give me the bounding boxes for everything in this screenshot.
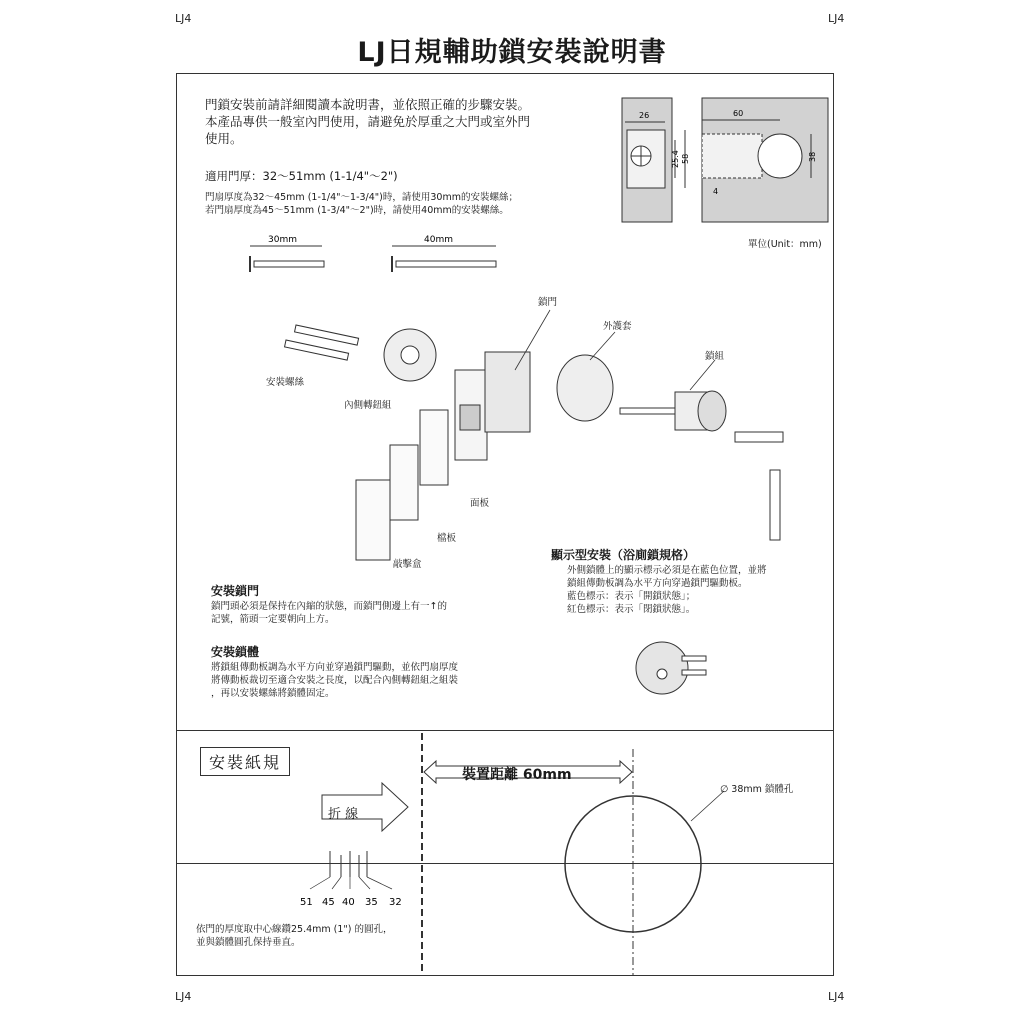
- dim-58: 58: [681, 153, 690, 164]
- template-note: [196, 923, 393, 949]
- door-thickness-notes: [205, 191, 518, 217]
- template-note-line-1: 依門的厚度取中心線鑽25.4mm (1") 的圓孔，: [196, 924, 393, 935]
- face-plate: [420, 410, 448, 485]
- screw-40-label: 40mm: [424, 235, 453, 245]
- install-latch-line-2: 記號，箭頭一定要朝向上方。: [211, 614, 335, 625]
- indicator-line-2: 鎖組傳動板調為水平方向穿過鎖門驅動板。: [567, 578, 748, 589]
- page-code-bottom-right: LJ4: [828, 990, 845, 1003]
- indicator-window: [657, 669, 667, 679]
- key-2: [770, 470, 780, 540]
- thickness-35: 35: [365, 897, 378, 908]
- screw-30-label: 30mm: [268, 235, 297, 245]
- screw-length-diagram: [236, 232, 516, 282]
- intro-line-1: 門鎖安裝前請詳細閱讀本說明書，並依照正確的步驟安裝。: [205, 97, 531, 112]
- strike-box: [356, 480, 390, 560]
- indicator-post-1: [682, 656, 706, 661]
- door-thickness-heading: 適用門厚：32～51mm (1-1/4"～2"): [205, 169, 398, 183]
- latch-body: [485, 352, 530, 432]
- label-face-plate: 面板: [470, 498, 490, 509]
- leader-45: [332, 877, 341, 889]
- thickness-32: 32: [389, 897, 402, 908]
- page-code-top-right: LJ4: [828, 12, 845, 25]
- exploded-lock-diagram: [260, 300, 820, 570]
- dim-60: 60: [733, 109, 744, 118]
- cylinder-face: [698, 391, 726, 431]
- outer-sleeve: [557, 355, 613, 421]
- key-1: [735, 432, 783, 442]
- thickness-40: 40: [342, 897, 355, 908]
- latch-leader: [515, 310, 550, 370]
- inner-knob-thumbturn: [401, 346, 419, 364]
- thickness-45: 45: [322, 897, 335, 908]
- install-latch-text: [211, 600, 447, 626]
- dim-38: 38: [808, 151, 817, 162]
- indicator-line-1: 外側鎖體上的顯示標示必須是在藍色位置，並將: [567, 565, 767, 576]
- label-inner-knob: 內側轉鈕組: [344, 400, 392, 411]
- leader-35: [359, 877, 370, 889]
- hole-leader: [691, 791, 724, 821]
- install-body-line-1: 將鎖組傳動板調為水平方向並穿過鎖門驅動，並依門扇厚度: [211, 662, 459, 673]
- indicator-knob: [636, 642, 688, 694]
- bore-hole-label: ∅ 38mm 鎖體孔: [720, 784, 794, 795]
- template-heading: 安裝紙規: [200, 747, 290, 776]
- indicator-heading: 顯示型安裝（浴廁鎖規格）: [551, 548, 696, 562]
- mounting-screw-1: [295, 325, 359, 345]
- page-code-top-left: LJ4: [175, 12, 192, 25]
- intro-line-2: 本產品專供一般室內門使用，請避免於厚重之大門或室外門: [205, 114, 531, 129]
- fold-label: 折 線: [328, 807, 359, 822]
- sleeve-leader: [590, 332, 615, 360]
- door-thickness-line-2: 若門扇厚度為45～51mm (1-3/4"～2")時，請使用40mm的安裝螺絲。: [205, 205, 509, 216]
- install-body-text: [211, 661, 458, 700]
- install-latch-heading: 安裝鎖門: [211, 584, 260, 598]
- label-outer-sleeve: 外護套: [603, 321, 632, 332]
- indicator-notes: [567, 564, 767, 616]
- label-screws: 安裝螺絲: [266, 377, 305, 388]
- dimension-diagram: [615, 90, 835, 230]
- intro-line-3: 使用。: [205, 131, 243, 146]
- template-note-line-2: 並與鎖體圓孔保持垂直。: [196, 937, 301, 948]
- install-body-heading: 安裝鎖體: [211, 645, 260, 659]
- screw-30: [254, 261, 324, 267]
- label-strike-box: 敲擊盒: [393, 559, 422, 570]
- label-latch: 鎖門: [538, 297, 558, 308]
- indicator-post-2: [682, 670, 706, 675]
- install-body-line-3: ，再以安裝螺絲將鎖體固定。: [211, 688, 335, 699]
- dim-4: 4: [713, 187, 719, 196]
- dim-25-4: 25.4: [671, 150, 680, 168]
- mounting-screw-2: [285, 340, 349, 360]
- label-lock-set: 鎖組: [705, 351, 725, 362]
- install-body-line-2: 將傳動板裁切至適合安裝之長度，以配合內側轉鈕組之組裝: [211, 675, 459, 686]
- strike-plate: [390, 445, 418, 520]
- latch-bolt: [460, 405, 480, 430]
- intro-text: [205, 96, 625, 147]
- door-thickness-line-1: 門扇厚度為32～45mm (1-1/4"～1-3/4")時，請使用30mm的安裝螺絲；: [205, 192, 518, 203]
- leader-32: [367, 877, 392, 889]
- install-latch-line-1: 鎖門頭必須是保持在內縮的狀態，而鎖門側邊上有一↑的: [211, 601, 447, 612]
- label-strike: 檔板: [437, 533, 457, 544]
- latch-channel: [702, 134, 762, 178]
- indicator-knob-diagram: [632, 636, 722, 706]
- thickness-51: 51: [300, 897, 313, 908]
- leader-51: [310, 877, 330, 889]
- indicator-line-4: 紅色標示：表示「閉鎖狀態」。: [567, 604, 696, 615]
- indicator-line-3: 藍色標示：表示「開鎖狀態」；: [567, 591, 696, 602]
- screw-40: [396, 261, 496, 267]
- lockset-leader: [690, 360, 715, 390]
- unit-label: 單位(Unit：mm): [748, 239, 822, 250]
- drive-bar: [620, 408, 680, 414]
- body-bore-circle: [758, 134, 802, 178]
- install-distance-label: 裝置距離 60mm: [462, 767, 572, 783]
- page-title: LJ日規輔助鎖安裝說明書: [357, 37, 667, 68]
- dim-26: 26: [639, 111, 650, 120]
- page-code-bottom-left: LJ4: [175, 990, 192, 1003]
